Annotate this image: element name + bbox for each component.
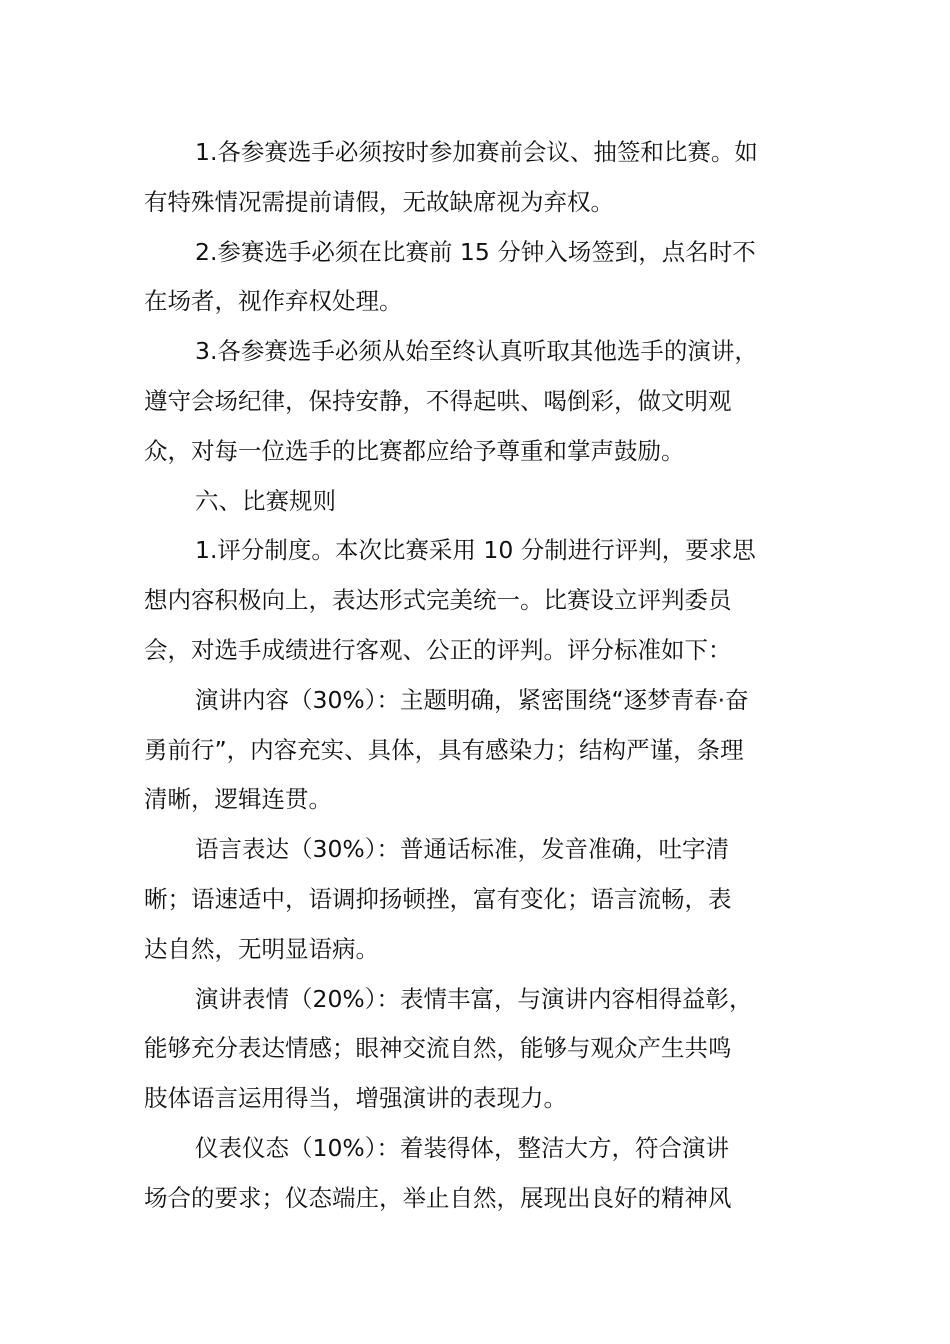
text-line: 有特殊情况需提前请假，无故缺席视为弃权。 <box>144 187 614 216</box>
text-line: 1.各参赛选手必须按时参加赛前会议、抽签和比赛。如 <box>195 138 758 166</box>
text-line: 演讲内容（30%）：主题明确，紧密围绕“逐梦青春·奋 <box>195 685 749 714</box>
text-line: 1.评分制度。本次比赛采用 10 分制进行评判，要求思 <box>195 536 756 565</box>
text-line: 场合的要求；仪态端庄，举止自然，展现出良好的精神风 <box>144 1183 732 1212</box>
text-line: 会，对选手成绩进行客观、公正的评判。评分标准如下： <box>144 635 732 664</box>
text-line: 勇前行”，内容充实、具体，具有感染力；结构严谨，条理 <box>144 735 744 764</box>
paragraph-scoring-system <box>144 526 834 675</box>
paragraph-criterion-language <box>144 825 834 974</box>
text-line: 演讲表情（20%）：表情丰富，与演讲内容相得益彰， <box>195 984 753 1013</box>
text-line: 肢体语言运用得当，增强演讲的表现力。 <box>144 1084 567 1113</box>
document-body <box>144 128 834 1224</box>
text-line: 达自然，无明显语病。 <box>144 934 379 963</box>
text-line: 语言表达（30%）：普通话标准，发音准确，吐字清 <box>195 835 729 864</box>
text-line: 在场者，视作弃权处理。 <box>144 287 403 316</box>
text-line: 想内容积极向上，表达形式完美统一。比赛设立评判委员 <box>144 586 732 615</box>
text-line: 遵守会场纪律，保持安静，不得起哄、喝倒彩，做文明观 <box>144 386 732 415</box>
section-title: 六、比赛规则 <box>195 486 336 515</box>
text-line: 能够充分表达情感；眼神交流自然，能够与观众产生共鸣 <box>144 1034 732 1063</box>
text-line: 清晰，逻辑连贯。 <box>144 785 332 814</box>
paragraph-rule-1 <box>144 128 834 228</box>
paragraph-rule-2 <box>144 228 834 328</box>
paragraph-criterion-content <box>144 676 834 825</box>
text-line: 3.各参赛选手必须从始至终认真听取其他选手的演讲， <box>195 337 758 366</box>
section-heading <box>144 477 834 527</box>
paragraph-criterion-expression <box>144 975 834 1124</box>
paragraph-rule-3 <box>144 327 834 476</box>
text-line: 晰；语速适中，语调抑扬顿挫，富有变化；语言流畅，表 <box>144 884 732 913</box>
text-line: 众，对每一位选手的比赛都应给予尊重和掌声鼓励。 <box>144 436 685 465</box>
paragraph-criterion-appearance <box>144 1124 834 1224</box>
text-line: 仪表仪态（10%）：着装得体，整洁大方，符合演讲 <box>195 1133 729 1162</box>
text-line: 2.参赛选手必须在比赛前 15 分钟入场签到，点名时不 <box>195 237 756 266</box>
